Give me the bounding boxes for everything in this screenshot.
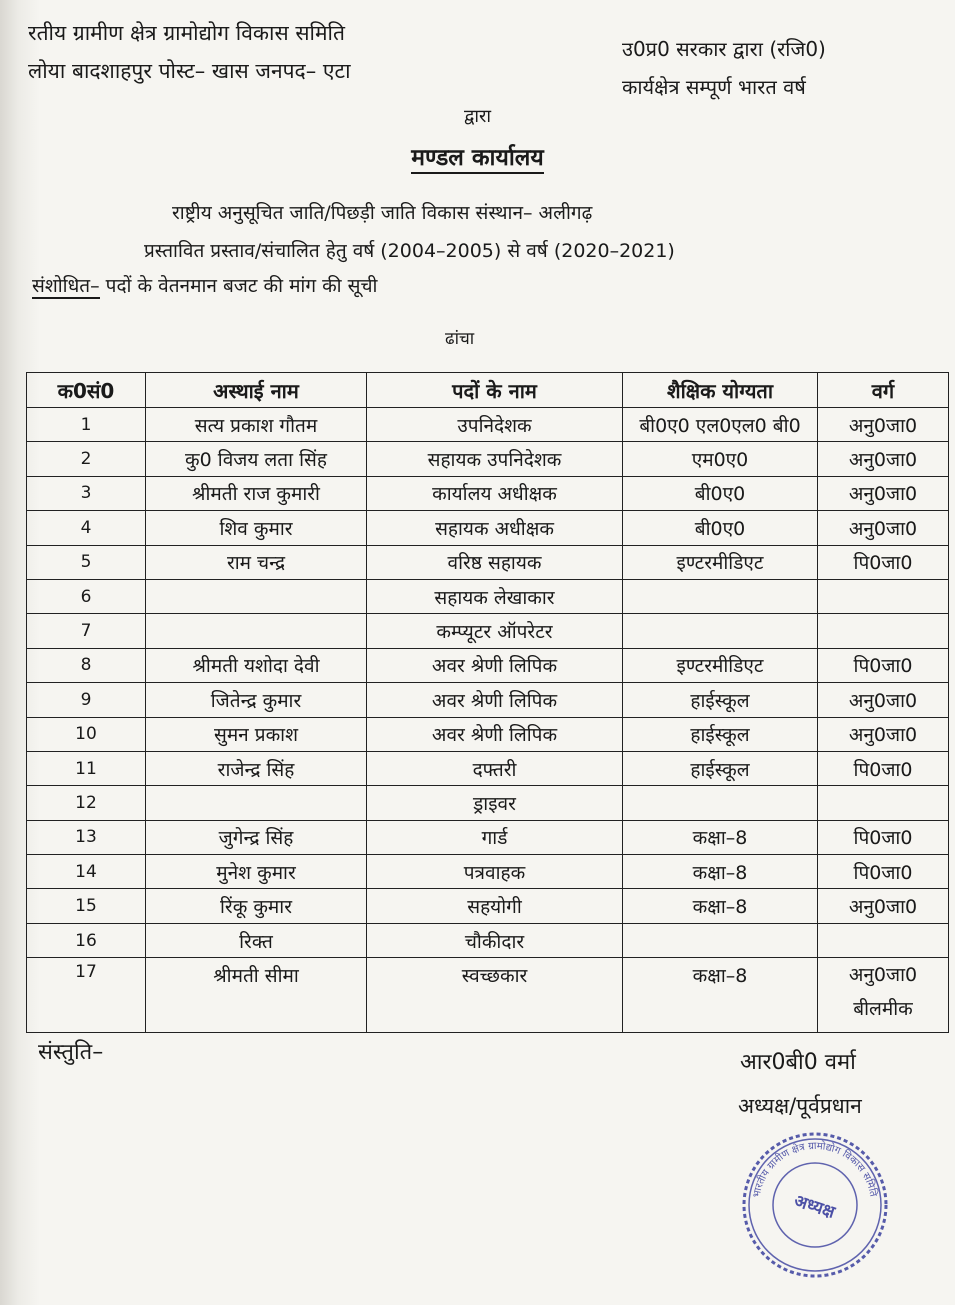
revised-label: संशोधित– <box>32 275 100 297</box>
cell-qualification <box>623 579 818 613</box>
table-row <box>27 545 949 579</box>
table-row <box>27 855 949 889</box>
cell-qualification: बी0ए0 एल0एल0 बी0 <box>623 408 818 442</box>
cell-post: स्वच्छकार <box>367 958 623 1033</box>
table-row <box>27 476 949 510</box>
cell-serial: 6 <box>27 579 146 613</box>
cell-serial: 11 <box>27 751 146 785</box>
cell-name: राजेन्द्र सिंह <box>146 751 367 785</box>
cell-post: सहायक उपनिदेशक <box>367 442 623 476</box>
subject-line-3-text: पदों के वेतनमान बजट की मांग की सूची <box>105 275 378 297</box>
cell-serial: 10 <box>27 717 146 751</box>
table-header-row <box>27 373 949 408</box>
official-seal <box>740 1130 890 1280</box>
cell-post: ड्राइवर <box>367 786 623 820</box>
cell-category: पि0जा0 <box>818 751 949 785</box>
cell-qualification <box>623 614 818 648</box>
cell-qualification: कक्षा–8 <box>623 820 818 854</box>
cell-serial: 5 <box>27 545 146 579</box>
table-row <box>27 683 949 717</box>
subject-line-2: प्रस्तावित प्रस्ताव/संचालित हेतु वर्ष (2004–2005) से वर्ष (2020–2021) <box>144 240 675 262</box>
cell-post: सहायक लेखाकार <box>367 579 623 613</box>
cell-name <box>146 579 367 613</box>
cell-post: सहायक अधीक्षक <box>367 511 623 545</box>
cell-serial: 8 <box>27 648 146 682</box>
cell-qualification: इण्टरमीडिएट <box>623 545 818 579</box>
cell-serial: 14 <box>27 855 146 889</box>
col-header-serial: क0सं0 <box>27 373 146 408</box>
cell-post: गार्ड <box>367 820 623 854</box>
seal-ring-text: भारतीय ग्रामीण क्षेत्र ग्रामोद्योग विकास समिति <box>751 1140 879 1199</box>
cell-post: अवर श्रेणी लिपिक <box>367 648 623 682</box>
cell-category <box>818 786 949 820</box>
registration-block <box>622 30 826 106</box>
col-header-name: अस्थाई नाम <box>146 373 367 408</box>
by-label: द्वारा <box>463 106 492 127</box>
signatory-name: आर0बी0 वर्मा <box>740 1050 856 1075</box>
cell-name: श्रीमती यशोदा देवी <box>146 648 367 682</box>
cell-category: अनु0जा0 <box>818 511 949 545</box>
cell-post: दफ्तरी <box>367 751 623 785</box>
cell-post: अवर श्रेणी लिपिक <box>367 683 623 717</box>
org-address: लोया बादशाहपुर पोस्ट– खास जनपद– एटा <box>28 59 351 83</box>
table-row <box>27 958 949 1033</box>
cell-qualification: बी0ए0 <box>623 511 818 545</box>
cell-post: कम्प्यूटर ऑपरेटर <box>367 614 623 648</box>
cell-post: सहयोगी <box>367 889 623 923</box>
cell-serial: 1 <box>27 408 146 442</box>
cell-qualification: हाईस्कूल <box>623 751 818 785</box>
table-row <box>27 579 949 613</box>
org-name: रतीय ग्रामीण क्षेत्र ग्रामोद्योग विकास समिति <box>28 21 345 45</box>
table-row <box>27 511 949 545</box>
seal-center-text: अध्यक्ष <box>791 1190 838 1223</box>
org-header <box>28 14 351 90</box>
col-header-post: पदों के नाम <box>367 373 623 408</box>
cell-category <box>818 579 949 613</box>
cell-category <box>818 923 949 957</box>
cell-category: अनु0जा0 बीलमीक <box>818 958 949 1033</box>
cell-category: पि0जा0 <box>818 820 949 854</box>
table-row <box>27 923 949 957</box>
cell-qualification: इण्टरमीडिएट <box>623 648 818 682</box>
cell-serial: 12 <box>27 786 146 820</box>
cell-category: अनु0जा0 <box>818 717 949 751</box>
cell-name: शिव कुमार <box>146 511 367 545</box>
cell-qualification: हाईस्कूल <box>623 717 818 751</box>
cell-category: अनु0जा0 <box>818 683 949 717</box>
cell-name: श्रीमती सीमा <box>146 958 367 1033</box>
col-header-category: वर्ग <box>818 373 949 408</box>
cell-serial: 3 <box>27 476 146 510</box>
cell-category <box>818 614 949 648</box>
cell-name <box>146 614 367 648</box>
subject-line-3 <box>32 272 377 298</box>
cell-serial: 16 <box>27 923 146 957</box>
table-row <box>27 820 949 854</box>
cell-name: जुगेन्द्र सिंह <box>146 820 367 854</box>
cell-post: वरिष्ठ सहायक <box>367 545 623 579</box>
table-row <box>27 408 949 442</box>
cell-category: पि0जा0 <box>818 545 949 579</box>
svg-text:भारतीय ग्रामीण क्षेत्र ग्रामोद <box>751 1140 879 1199</box>
cell-category: पि0जा0 <box>818 855 949 889</box>
posts-table <box>26 372 949 1033</box>
cell-name <box>146 786 367 820</box>
cell-serial: 7 <box>27 614 146 648</box>
cell-serial: 15 <box>27 889 146 923</box>
table-row <box>27 786 949 820</box>
cell-serial: 2 <box>27 442 146 476</box>
structure-label: ढांचा <box>445 329 475 349</box>
cell-serial: 4 <box>27 511 146 545</box>
subject-line-1: राष्ट्रीय अनुसूचित जाति/पिछड़ी जाति विकास संस्थान– अलीगढ़ <box>172 202 593 224</box>
registration-text: उ0प्र0 सरकार द्वारा (रजि0) <box>622 37 826 61</box>
cell-name: रिक्त <box>146 923 367 957</box>
cell-qualification: कक्षा–8 <box>623 855 818 889</box>
cell-qualification: कक्षा–8 <box>623 889 818 923</box>
table-row <box>27 614 949 648</box>
cell-name: सुमन प्रकाश <box>146 717 367 751</box>
cell-qualification <box>623 923 818 957</box>
table-row <box>27 889 949 923</box>
cell-qualification: एम0ए0 <box>623 442 818 476</box>
cell-name: जितेन्द्र कुमार <box>146 683 367 717</box>
cell-category: पि0जा0 <box>818 648 949 682</box>
cell-serial: 17 <box>27 958 146 1033</box>
cell-qualification <box>623 786 818 820</box>
cell-post: पत्रवाहक <box>367 855 623 889</box>
work-area-text: कार्यक्षेत्र सम्पूर्ण भारत वर्ष <box>622 75 806 99</box>
cell-name: कु0 विजय लता सिंह <box>146 442 367 476</box>
col-header-qualification: शैक्षिक योग्यता <box>623 373 818 408</box>
cell-category: अनु0जा0 <box>818 889 949 923</box>
office-title: मण्डल कार्यालय <box>0 140 955 172</box>
table-row <box>27 648 949 682</box>
cell-qualification: हाईस्कूल <box>623 683 818 717</box>
table-row <box>27 717 949 751</box>
cell-post: चौकीदार <box>367 923 623 957</box>
cell-name: रिंकू कुमार <box>146 889 367 923</box>
cell-name: सत्य प्रकाश गौतम <box>146 408 367 442</box>
cell-post: कार्यालय अधीक्षक <box>367 476 623 510</box>
recommendation-label: संस्तुति– <box>38 1040 104 1065</box>
cell-qualification: बी0ए0 <box>623 476 818 510</box>
cell-serial: 9 <box>27 683 146 717</box>
cell-serial: 13 <box>27 820 146 854</box>
cell-post: उपनिदेशक <box>367 408 623 442</box>
cell-category: अनु0जा0 <box>818 476 949 510</box>
cell-name: मुनेश कुमार <box>146 855 367 889</box>
cell-qualification: कक्षा–8 <box>623 958 818 1033</box>
table-row <box>27 751 949 785</box>
cell-post: अवर श्रेणी लिपिक <box>367 717 623 751</box>
cell-category: अनु0जा0 <box>818 408 949 442</box>
cell-category: अनु0जा0 <box>818 442 949 476</box>
table-row <box>27 442 949 476</box>
signatory-title: अध्यक्ष/पूर्वप्रधान <box>738 1094 862 1118</box>
cell-name: श्रीमती राज कुमारी <box>146 476 367 510</box>
cell-name: राम चन्द्र <box>146 545 367 579</box>
